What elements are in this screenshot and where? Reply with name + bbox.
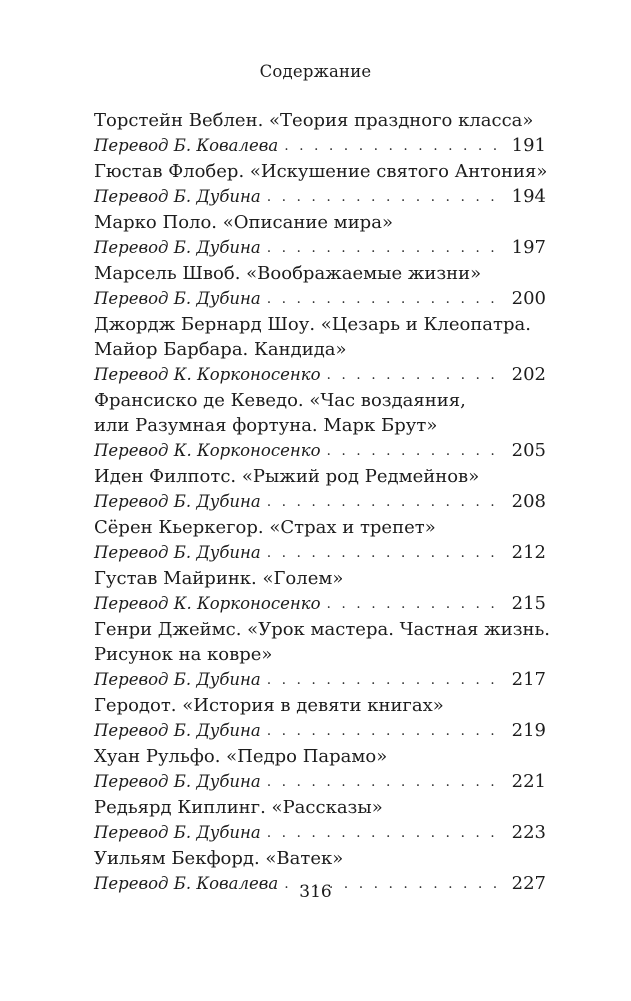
toc-entry-meta xyxy=(94,489,546,514)
toc-entry-page-number: 215 xyxy=(511,593,546,614)
toc-entry-title: Иден Филпотс. «Рыжий род Редмейнов» xyxy=(94,466,480,487)
toc-entry-title: Генри Джеймс. «Урок мастера. Частная жизнь. xyxy=(94,619,551,640)
toc-entry-page-number: 227 xyxy=(511,873,546,894)
dot-leader xyxy=(267,490,506,515)
toc-entry-translator: Перевод Б. Дубина xyxy=(94,543,261,562)
toc-entry-translator: Перевод Б. Дубина xyxy=(94,772,261,791)
toc-entry-translator: Перевод Б. Дубина xyxy=(94,187,261,206)
toc-entry xyxy=(94,693,546,743)
toc-entry-meta xyxy=(94,718,546,743)
toc-entry-title: Редьярд Киплинг. «Рассказы» xyxy=(94,797,383,818)
dot-leader xyxy=(267,541,506,566)
toc-entry xyxy=(94,515,546,565)
toc-entry-page-number: 197 xyxy=(511,237,546,258)
toc-entry xyxy=(94,795,546,845)
toc-entry xyxy=(94,566,546,616)
toc-entry-title: Марсель Швоб. «Воображаемые жизни» xyxy=(94,263,482,284)
toc-entry-page-number: 217 xyxy=(511,669,546,690)
toc-entry-title: Торстейн Веблен. «Теория праздного класса» xyxy=(94,110,534,131)
toc-entry-page-number: 202 xyxy=(511,364,546,385)
toc-entry-page-number: 219 xyxy=(511,720,546,741)
toc-entry-page-number: 194 xyxy=(511,186,546,207)
page-number: 316 xyxy=(299,882,332,902)
toc-entry-translator: Перевод Б. Дубина xyxy=(94,238,261,257)
dot-leader xyxy=(267,287,506,312)
toc-entry xyxy=(94,464,546,514)
toc-entry-translator: Перевод Б. Дубина xyxy=(94,670,261,689)
toc-entry-translator: Перевод К. Корконосенко xyxy=(94,594,321,613)
toc-entry-meta xyxy=(94,667,546,692)
toc-entry-title: или Разумная фортуна. Марк Брут» xyxy=(94,415,438,436)
toc-entry-meta xyxy=(94,286,546,311)
toc-entry-page-number: 191 xyxy=(511,135,546,156)
dot-leader xyxy=(267,668,506,693)
toc-entry xyxy=(94,261,546,311)
dot-leader xyxy=(267,821,506,846)
toc-entry-title: Сёрен Кьеркегор. «Страх и трепет» xyxy=(94,517,436,538)
toc-entry-translator: Перевод Б. Дубина xyxy=(94,823,261,842)
toc-entry-meta xyxy=(94,591,546,616)
toc-entry-translator: Перевод Б. Ковалева xyxy=(94,874,279,893)
toc-entry-title: Уильям Бекфорд. «Ватек» xyxy=(94,848,344,869)
toc-entry xyxy=(94,108,546,158)
dot-leader xyxy=(267,770,506,795)
toc-entry-translator: Перевод К. Корконосенко xyxy=(94,441,321,460)
toc-entry xyxy=(94,312,546,387)
toc-entry-translator: Перевод Б. Дубина xyxy=(94,721,261,740)
dot-leader xyxy=(327,592,506,617)
toc-entry-translator: Перевод Б. Дубина xyxy=(94,289,261,308)
toc-entry-title: Рисунок на ковре» xyxy=(94,644,273,665)
toc-entry-page-number: 212 xyxy=(511,542,546,563)
toc-entry-title: Джордж Бернард Шоу. «Цезарь и Клеопатра. xyxy=(94,314,531,335)
toc-entry-translator: Перевод К. Корконосенко xyxy=(94,365,321,384)
toc-entry-title: Геродот. «История в девяти книгах» xyxy=(94,695,444,716)
toc-entry xyxy=(94,210,546,260)
toc-entry-page-number: 223 xyxy=(511,822,546,843)
toc-entry xyxy=(94,617,551,692)
toc-entry-title: Густав Майринк. «Голем» xyxy=(94,568,344,589)
toc-entry-meta xyxy=(94,133,546,158)
toc-entry-meta xyxy=(94,540,546,565)
toc-entry-page-number: 221 xyxy=(511,771,546,792)
toc-entry-translator: Перевод Б. Ковалева xyxy=(94,136,279,155)
toc-entry-title: Франсиско де Кеведо. «Час воздаяния, xyxy=(94,390,466,411)
toc-entry-meta xyxy=(94,235,546,260)
table-of-contents xyxy=(94,108,551,897)
toc-entry-meta xyxy=(94,769,546,794)
dot-leader xyxy=(327,363,506,388)
toc-entry-meta xyxy=(94,438,546,463)
toc-entry-title: Марко Поло. «Описание мира» xyxy=(94,212,393,233)
toc-entry-translator: Перевод Б. Дубина xyxy=(94,492,261,511)
dot-leader xyxy=(284,134,505,159)
toc-entry-meta xyxy=(94,184,546,209)
dot-leader xyxy=(327,439,506,464)
toc-entry-meta xyxy=(94,820,546,845)
dot-leader xyxy=(267,719,506,744)
dot-leader xyxy=(267,236,506,261)
toc-entry-page-number: 208 xyxy=(511,491,546,512)
toc-entry xyxy=(94,744,546,794)
toc-entry-meta xyxy=(94,362,546,387)
toc-entry xyxy=(94,388,546,463)
toc-entry xyxy=(94,159,546,209)
toc-entry-page-number: 205 xyxy=(511,440,546,461)
toc-entry-title: Гюстав Флобер. «Искушение святого Антония» xyxy=(94,161,548,182)
dot-leader xyxy=(267,185,506,210)
running-head: Содержание xyxy=(259,62,372,81)
toc-entry-page-number: 200 xyxy=(511,288,546,309)
toc-entry-title: Майор Барбара. Кандида» xyxy=(94,339,347,360)
toc-entry-title: Хуан Рульфо. «Педро Парамо» xyxy=(94,746,388,767)
